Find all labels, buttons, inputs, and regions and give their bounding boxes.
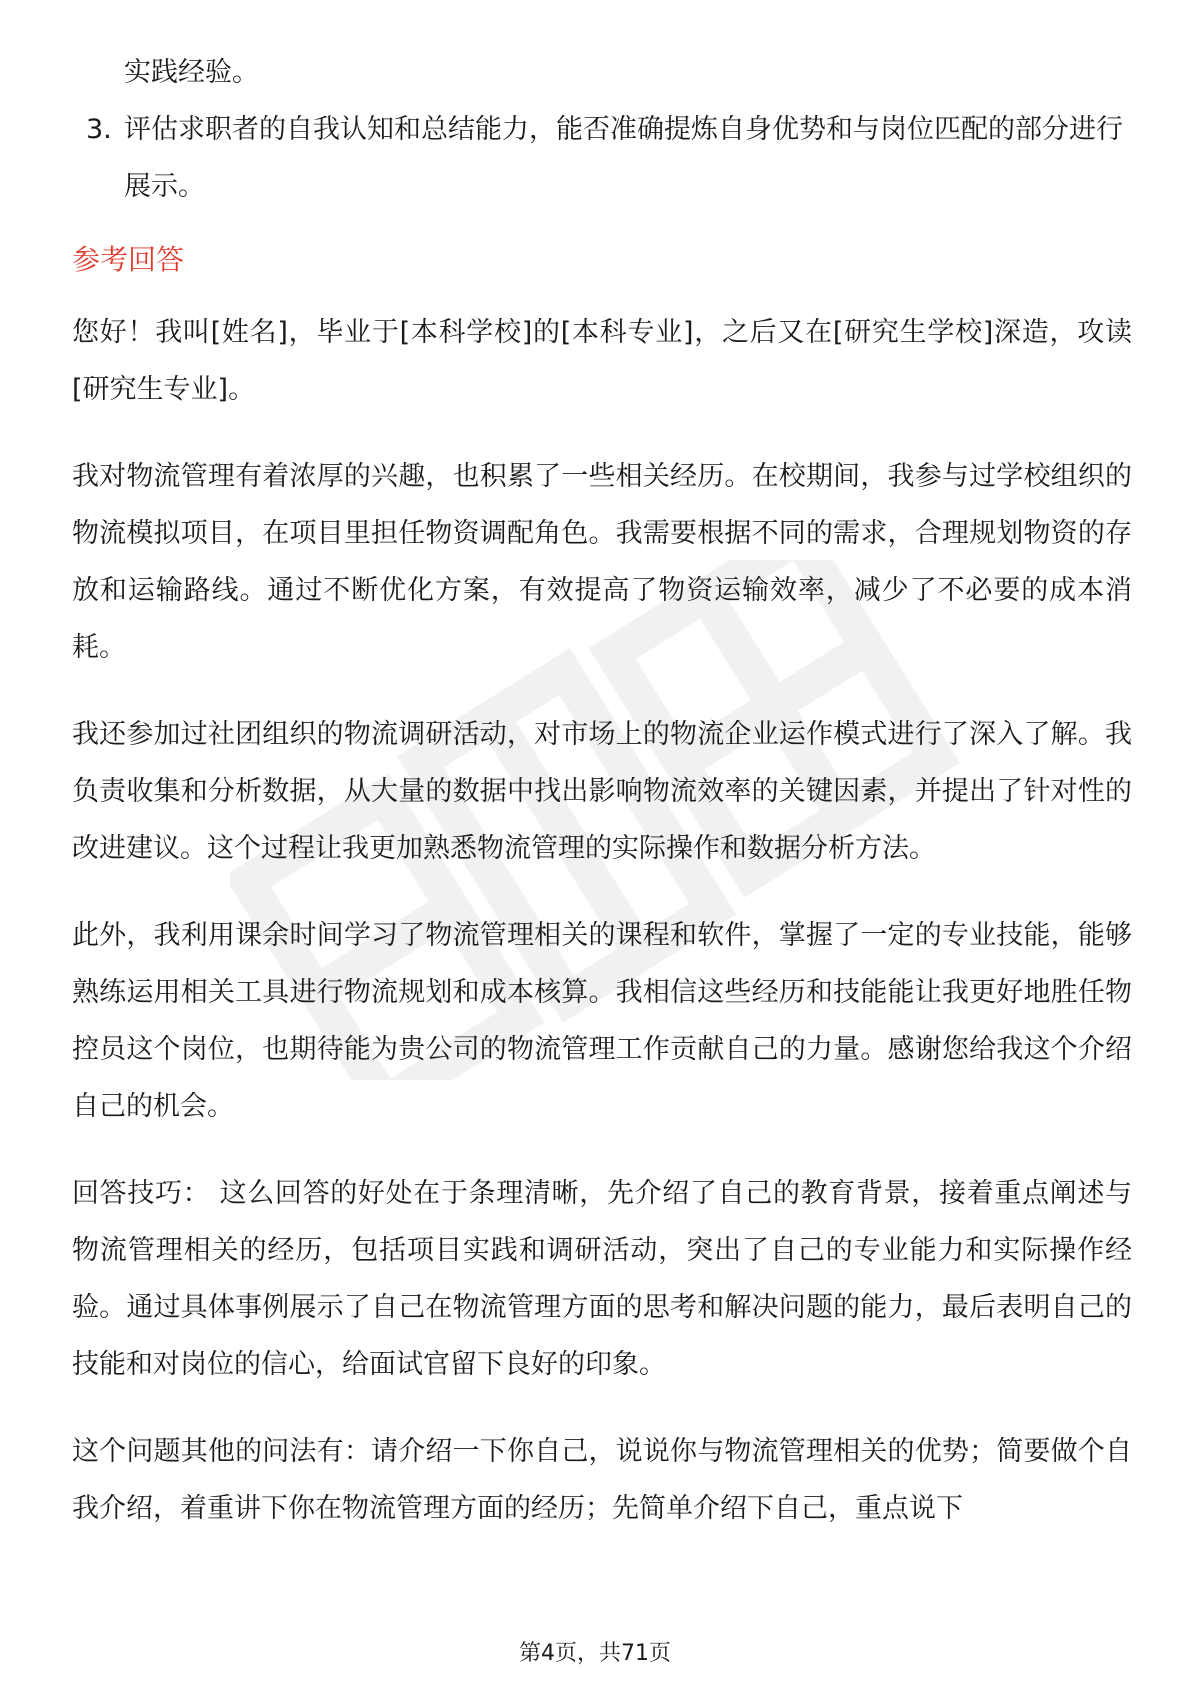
list-item-continuation: 实践经验。 bbox=[124, 57, 259, 88]
list-item-3 bbox=[72, 101, 1132, 215]
answer-paragraph-2: 我对物流管理有着浓厚的兴趣，也积累了一些相关经历。在校期间，我参与过学校组织的物流模拟项目，在项目里担任物资调配角色。我需要根据不同的需求，合理规划物资的存放和运输路线。通过不断优化方案，有效提高了物资运输效率，减少了不必要的成本消耗。 bbox=[72, 461, 1132, 663]
list-item-text: 评估求职者的自我认知和总结能力，能否准确提炼自身优势和与岗位匹配的部分进行展示。 bbox=[124, 114, 1123, 202]
page-footer: 第4页，共71页 bbox=[519, 1641, 671, 1666]
answer-paragraph-4: 此外，我利用课余时间学习了物流管理相关的课程和软件，掌握了一定的专业技能，能够熟练运用相关工具进行物流规划和成本核算。我相信这些经历和技能能让我更好地胜任物控员这个岗位，也期待能为贵公司的物流管理工作贡献自己的力量。感谢您给我这个介绍自己的机会。 bbox=[72, 920, 1132, 1122]
answer-paragraph-3: 我还参加过社团组织的物流调研活动，对市场上的物流企业运作模式进行了深入了解。我负责收集和分析数据，从大量的数据中找出影响物流效率的关键因素，并提出了针对性的改进建议。这个过程让我更加熟悉物流管理的实际操作和数据分析方法。 bbox=[72, 719, 1132, 864]
answer-tips-paragraph: 回答技巧： 这么回答的好处在于条理清晰，先介绍了自己的教育背景，接着重点阐述与物流管理相关的经历，包括项目实践和调研活动，突出了自己的专业能力和实际操作经验。通过具体事例展示了自己在物流管理方面的思考和解决问题的能力，最后表明自己的技能和对岗位的信心，给面试官留下良好的印象。 bbox=[72, 1178, 1132, 1380]
answer-paragraph-1: 您好！我叫[姓名]，毕业于[本科学校]的[本科专业]，之后又在[研究生学校]深造，攻读[研究生专业]。 bbox=[72, 317, 1132, 405]
other-questions-paragraph: 这个问题其他的问法有：请介绍一下你自己，说说你与物流管理相关的优势；简要做个自我介绍，着重讲下你在物流管理方面的经历；先简单介绍下自己，重点说下 bbox=[72, 1436, 1132, 1524]
main-content bbox=[72, 44, 1132, 1567]
list-item-number: 3. bbox=[86, 114, 112, 145]
reference-answer-heading: 参考回答 bbox=[72, 243, 185, 276]
